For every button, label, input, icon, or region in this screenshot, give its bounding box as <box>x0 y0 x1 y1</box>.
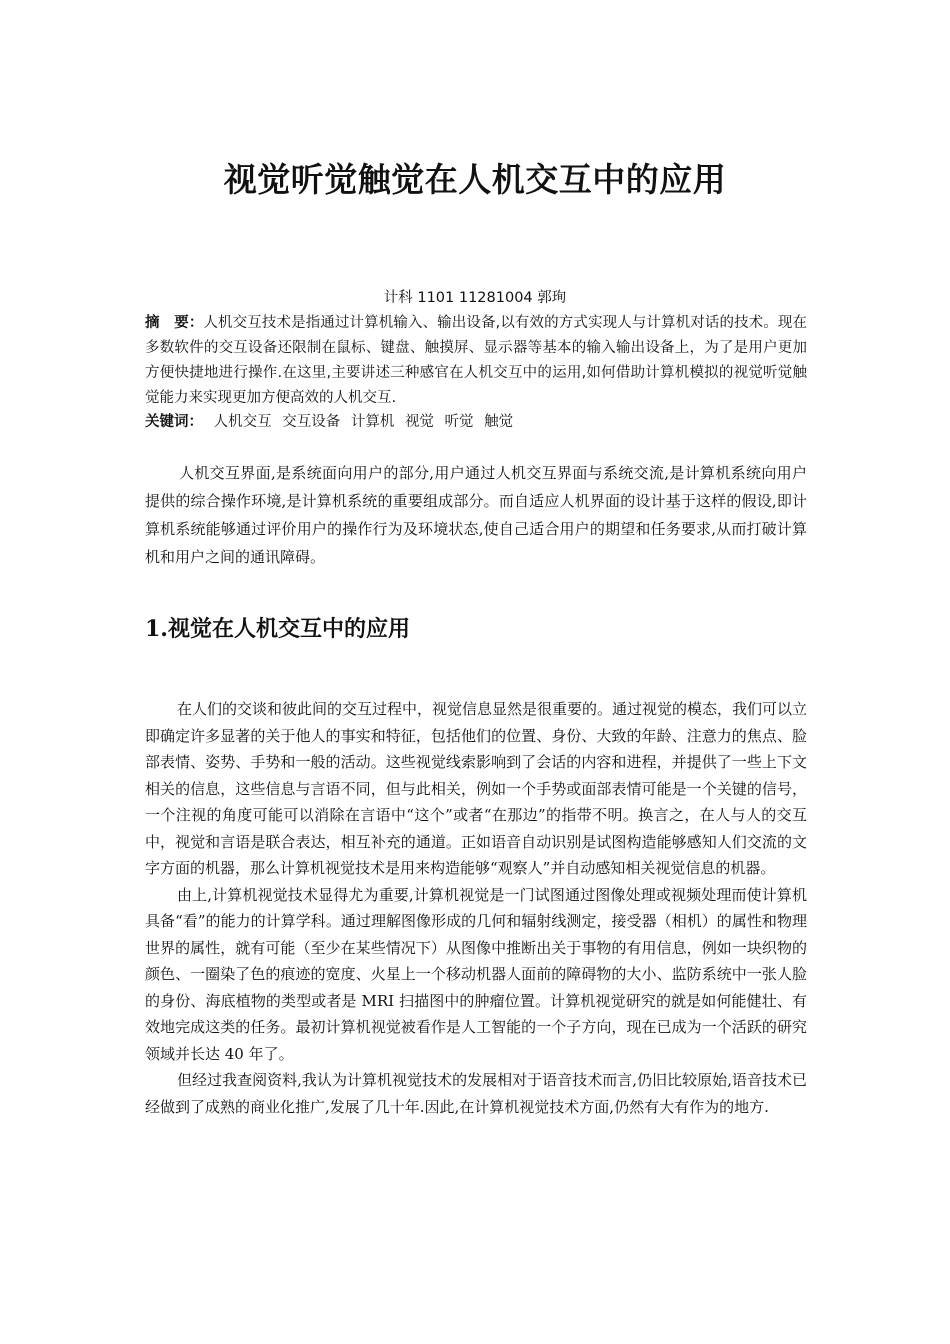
keyword: 触觉 <box>484 414 514 430</box>
keyword: 交互设备 <box>282 414 341 430</box>
section-body <box>145 696 807 1120</box>
abstract <box>145 311 807 411</box>
section-heading: 1.视觉在人机交互中的应用 <box>145 616 410 642</box>
body-paragraph: 在人们的交谈和彼此间的交互过程中，视觉信息显然是很重要的。通过视觉的模态，我们可以立即确定许多显著的关于他人的事实和特征，包括他们的位置、身份、大致的年龄、注意力的焦点、脸部表情、姿势、手势和一般的活动。这些视觉线索影响到了会话的内容和进程，并提供了一些上下文相关的信息，这些信息与言语不同，但与此相关，例如一个手势或面部表情可能是一个关键的信号，一个注视的角度可能可以消除在言语中“这个”或者“在那边”的指带不明。换言之，在人与人的交互中，视觉和言语是联合表达，相互补充的通道。正如语音自动识别是试图构造能够感知人们交流的文字方面的机器，那么计算机视觉技术是用来构造能够“观察人”并自动感知相关视觉信息的机器。 <box>145 700 808 877</box>
keyword: 听觉 <box>444 414 474 430</box>
keywords-label: 关键词： <box>145 414 203 430</box>
keyword: 计算机 <box>350 414 395 430</box>
author-line: 计科 1101 11281004 郭珣 <box>383 290 567 306</box>
abstract-text: 人机交互技术是指通过计算机输入、输出设备,以有效的方式实现人与计算机对话的技术。现在多数软件的交互设备还限制在鼠标、键盘、触摸屏、显示器等基本的输入输出设备上，为了是用户更加方便快捷地进行操作.在这里,主要讲述三种感官在人机交互中的运用,如何借助计算机模拟的视觉听觉触觉能力来实现更加方便高效的人机交互. <box>145 315 807 406</box>
abstract-label: 摘 要： <box>145 315 204 331</box>
body-paragraph: 但经过我查阅资料,我认为计算机视觉技术的发展相对于语音技术而言,仍旧比较原始,语音技术已经做到了成熟的商业化推广,发展了几十年.因此,在计算机视觉技术方面,仍然有大有作为的地方. <box>145 1071 807 1116</box>
keyword: 人机交互 <box>213 414 272 430</box>
keyword: 视觉 <box>404 414 434 430</box>
body-paragraph: 由上,计算机视觉技术显得尤为重要,计算机视觉是一门试图通过图像处理或视频处理而使计算机具备“看”的能力的计算学科。通过理解图像形成的几何和辐射线测定，接受器（相机）的属性和物理世界的属性，就有可能（至少在某些情况下）从图像中推断出关于事物的有用信息，例如一块织物的颜色、一圈染了色的痕迹的宽度、火星上一个移动机器人面前的障碍物的大小、监防系统中一张人脸的身份、海底植物的类型或者是 MRI 扫描图中的肿瘤位置。计算机视觉研究的就是如何能健壮、有效地完成这类的任务。最初计算机视觉被看作是人工智能的一个子方向，现在已成为一个活跃的研究领域并长达 40 年了。 <box>145 885 807 1063</box>
intro-paragraph: 人机交互界面,是系统面向用户的部分,用户通过人机交互界面与系统交流,是计算机系统向用户提供的综合操作环境,是计算机系统的重要组成部分。而自适应人机界面的设计基于这样的假设,即计算机系统能够通过评价用户的操作行为及环境状态,使自己适合用户的期望和任务要求,从而打破计算机和用户之间的通讯障碍。 <box>145 464 807 566</box>
document-title: 视觉听觉触觉在人机交互中的应用 <box>223 160 727 199</box>
keywords <box>145 410 807 435</box>
